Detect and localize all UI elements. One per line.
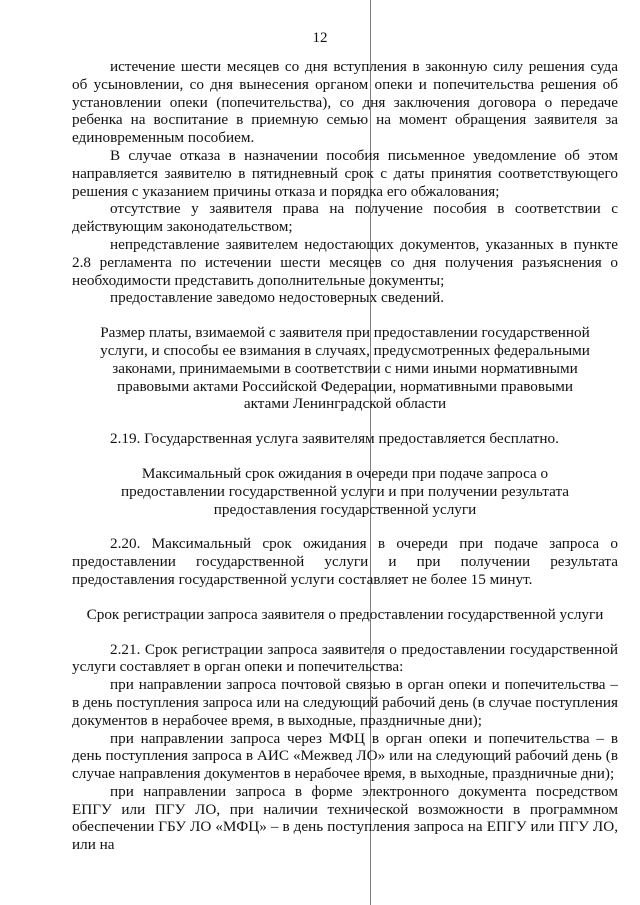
paragraph-2-20: 2.20. Максимальный срок ожидания в очереди при подаче запроса о предоставлении государственной услуги и при получении результата предоставления государственной услуги составляет не более 15 минут. xyxy=(72,535,618,588)
section-heading-fee: Размер платы, взимаемой с заявителя при предоставлении государственной услуги, и способы ее взимания в случаях, предусмотренных федеральными законами, принимаемыми в соответствии с ними иными нормативными правовыми актами Российской Федерации, нормативными правовыми актами Ленинградской области xyxy=(100,324,590,413)
paragraph-post: при направлении запроса почтовой связью в орган опеки и попечительства – в день поступления запроса или на следующий рабочий день (в случае поступления документов в нерабочее время, в выходные, праздничные дни); xyxy=(72,676,618,729)
paragraph-2-19: 2.19. Государственная услуга заявителям предоставляется бесплатно. xyxy=(110,430,559,448)
paragraph-false-info: предоставление заведомо недостоверных сведений. xyxy=(110,289,445,307)
section-heading-registration: Срок регистрации запроса заявителя о предоставлении государственной услуги xyxy=(86,605,604,623)
paragraph-deadline-expiry: истечение шести месяцев со дня вступления в законную силу решения суда об усыновлении, со дня вынесения органом опеки и попечительства решения об установлении опеки (попечительства), со дня заключения договора о передаче ребенка на воспитание в приемную семью на момент обращения заявителя за единовременным пособием. xyxy=(72,58,618,147)
paragraph-mfc: при направлении запроса через МФЦ в орган опеки и попечительства – в день поступления запроса в АИС «Межвед ЛО» или на следующий рабочий день (в случае направления документов в нерабочее время, в выходные, праздничные дни); xyxy=(72,729,618,783)
page-number: 12 xyxy=(312,30,328,46)
section-heading-queue-time: Максимальный срок ожидания в очереди при подаче запроса о предоставлении государственной услуги и при получении результата предоставления государственной услуги xyxy=(120,464,570,518)
paragraph-no-right: отсутствие у заявителя права на получение пособия в соответствии с действующим законодательством; xyxy=(72,200,618,236)
document-body xyxy=(72,58,618,854)
paragraph-2-21: 2.21. Срок регистрации запроса заявителя о предоставлении государственной услуги составляет в орган опеки и попечительства: xyxy=(72,640,618,676)
paragraph-refusal-notice: В случае отказа в назначении пособия письменное уведомление об этом направляется заявителю в пятидневный срок с даты принятия соответствующего решения с указанием причины отказа и порядка его обжалования; xyxy=(72,146,618,200)
paragraph-electronic: при направлении запроса в форме электронного документа посредством ЕПГУ или ПГУ ЛО, при наличии технической возможности в программном обеспечении ГБУ ЛО «МФЦ» – в день поступления запроса на ЕПГУ или ПГУ ЛО, или на xyxy=(72,782,618,854)
paragraph-missing-documents: непредставление заявителем недостающих документов, указанных в пункте 2.8 регламента по истечении шести месяцев со дня получения разъяснения о необходимости представить дополнительные документы; xyxy=(72,235,618,289)
